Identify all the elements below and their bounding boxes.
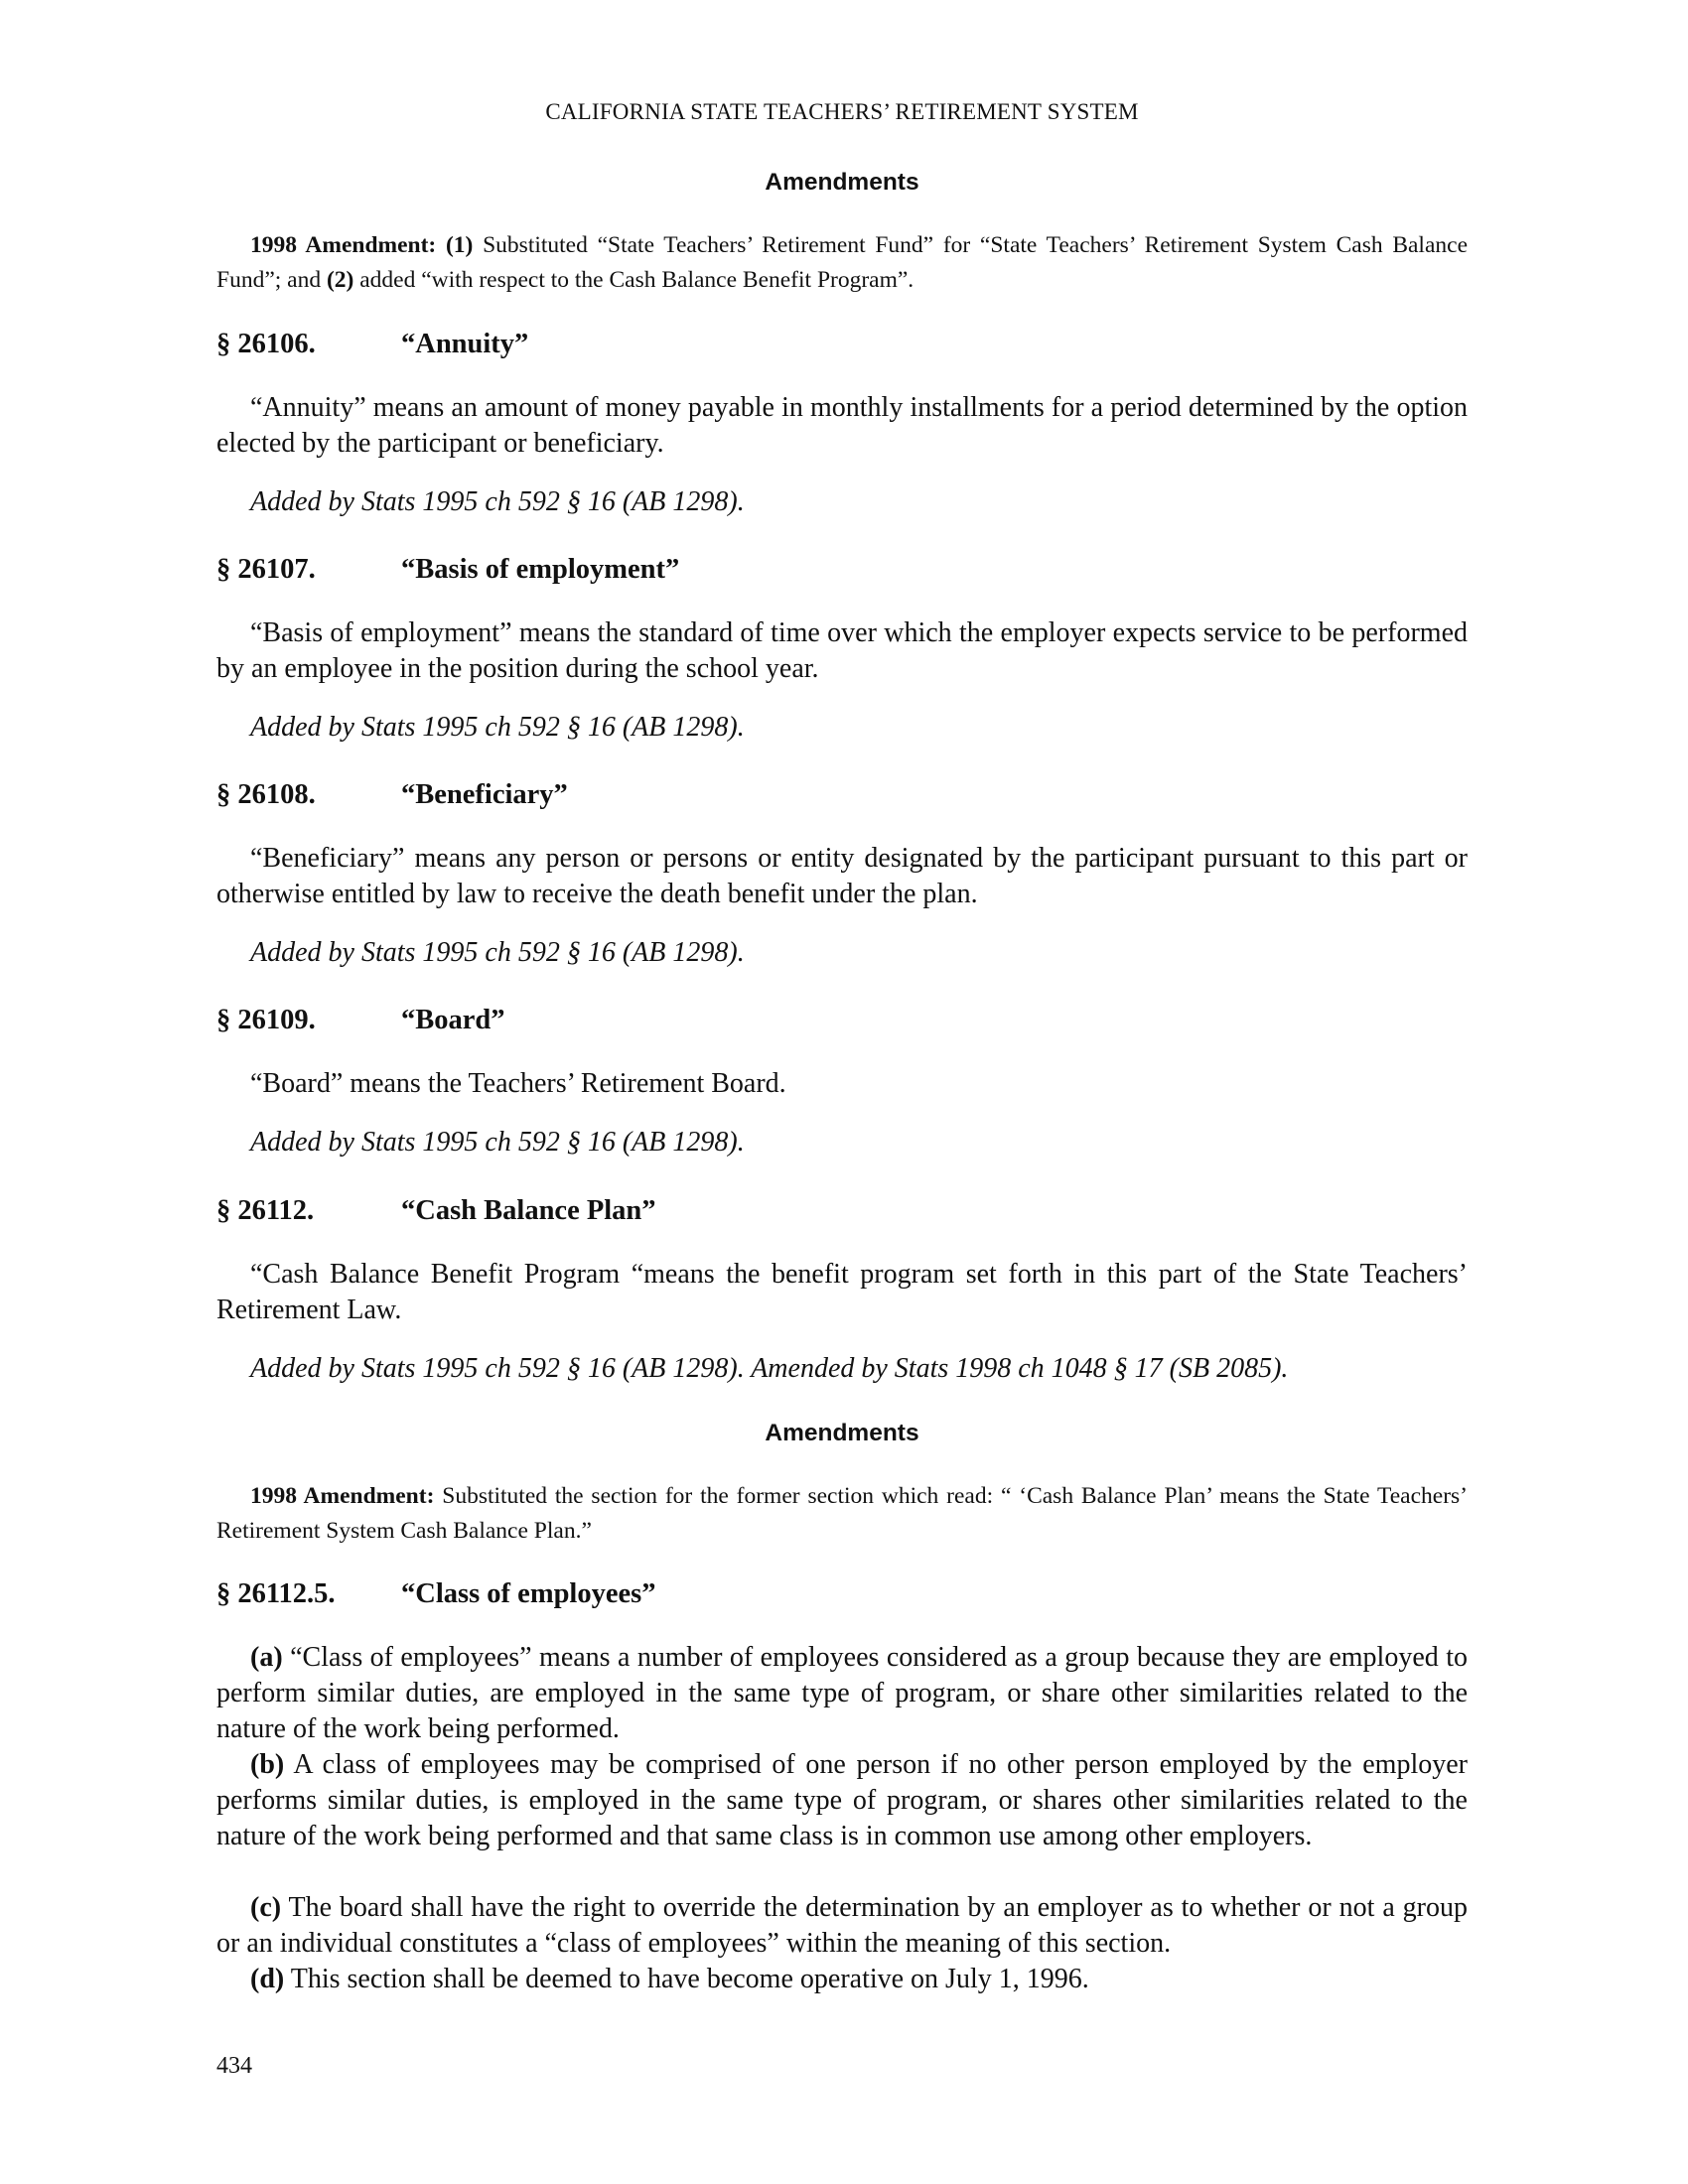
section-heading: [216, 1578, 655, 1610]
section-heading: [216, 554, 679, 586]
section-body: “Cash Balance Benefit Program “means the benefit program set forth in this part of the State Teachers’ Retirement Law.: [216, 1259, 1468, 1325]
section-citation: Added by Stats 1995 ch 592 § 16 (AB 1298).: [250, 712, 745, 743]
subsection: (c) The board shall have the right to override the determination by an employer as to whether or not a group or an individual constitutes a “class of employees” within the meaning of this section.: [216, 1892, 1468, 1959]
section-body: “Beneficiary” means any person or persons or entity designated by the participant pursuant to this part or otherwise entitled by law to receive the death benefit under the plan.: [216, 843, 1468, 909]
section-heading: [216, 1195, 656, 1227]
subsection: (d) This section shall be deemed to have become operative on July 1, 1996.: [250, 1964, 1089, 1994]
amendment-label: 1998 Amendment:: [250, 1483, 435, 1509]
page-number: 434: [216, 2053, 252, 2079]
section-title: “Annuity”: [401, 329, 529, 359]
section-number: § 26106.: [216, 329, 316, 359]
amendment-note: 1998 Amendment: (1) Substituted “State Teachers’ Retirement Fund” for “State Teachers’ Retirement System Cash Balance Fund”; and (2) added “with respect to the Cash Balance Benefit Program”.: [216, 232, 1469, 293]
section-title: “Board”: [401, 1005, 505, 1035]
section-heading: [216, 329, 528, 360]
section-title: “Beneficiary”: [401, 779, 568, 810]
section-body: “Board” means the Teachers’ Retirement Board.: [250, 1068, 786, 1099]
subsection-label: (d): [250, 1964, 285, 1994]
section-number: § 26112.: [216, 1195, 315, 1226]
running-header: CALIFORNIA STATE TEACHERS’ RETIREMENT SYSTEM: [545, 99, 1139, 124]
amendments-heading: Amendments: [765, 1420, 919, 1446]
subsection-label: (b): [250, 1749, 285, 1780]
amendment-note: 1998 Amendment: Substituted the section for the former section which read: “ ‘Cash Balance Plan’ means the State Teachers’ Retirement System Cash Balance Plan.”: [216, 1483, 1468, 1544]
section-number: § 26109.: [216, 1005, 316, 1035]
section-citation: Added by Stats 1995 ch 592 § 16 (AB 1298).: [250, 486, 745, 517]
document-page: [216, 0, 1468, 2184]
section-citation: Added by Stats 1995 ch 592 § 16 (AB 1298).: [250, 1127, 745, 1158]
section-number: § 26112.5.: [216, 1578, 336, 1609]
section-body: “Basis of employment” means the standard of time over which the employer expects service to be performed by an employee in the position during the school year.: [216, 617, 1468, 684]
amendment-label: 1998 Amendment:: [250, 232, 437, 258]
section-citation: Added by Stats 1995 ch 592 § 16 (AB 1298). Amended by Stats 1998 ch 1048 § 17 (SB 2085).: [250, 1353, 1289, 1384]
section-title: “Cash Balance Plan”: [401, 1195, 656, 1226]
section-heading: [216, 1005, 505, 1036]
section-title: “Basis of employment”: [401, 554, 680, 585]
section-body: “Annuity” means an amount of money payable in monthly installments for a period determined by the option elected by the participant or beneficiary.: [216, 392, 1468, 459]
section-heading: [216, 779, 568, 811]
section-citation: Added by Stats 1995 ch 592 § 16 (AB 1298).: [250, 937, 745, 968]
subsection: (a) “Class of employees” means a number of employees considered as a group because they are employed to perform similar duties, are employed in the same type of program, or share other similarities related to the nature of the work being performed.: [216, 1642, 1468, 1744]
subsection-label: (a): [250, 1642, 283, 1673]
section-number: § 26108.: [216, 779, 316, 810]
section-number: § 26107.: [216, 554, 316, 585]
section-title: “Class of employees”: [401, 1578, 656, 1609]
amendments-heading: Amendments: [765, 169, 919, 196]
subsection-label: (c): [250, 1892, 282, 1923]
subsection: (b) A class of employees may be comprised of one person if no other person employed by the employer performs similar duties, is employed in the same type of program, or shares other similarities related to the nature of the work being performed and that same class is in common use among other employers.: [216, 1749, 1468, 1851]
